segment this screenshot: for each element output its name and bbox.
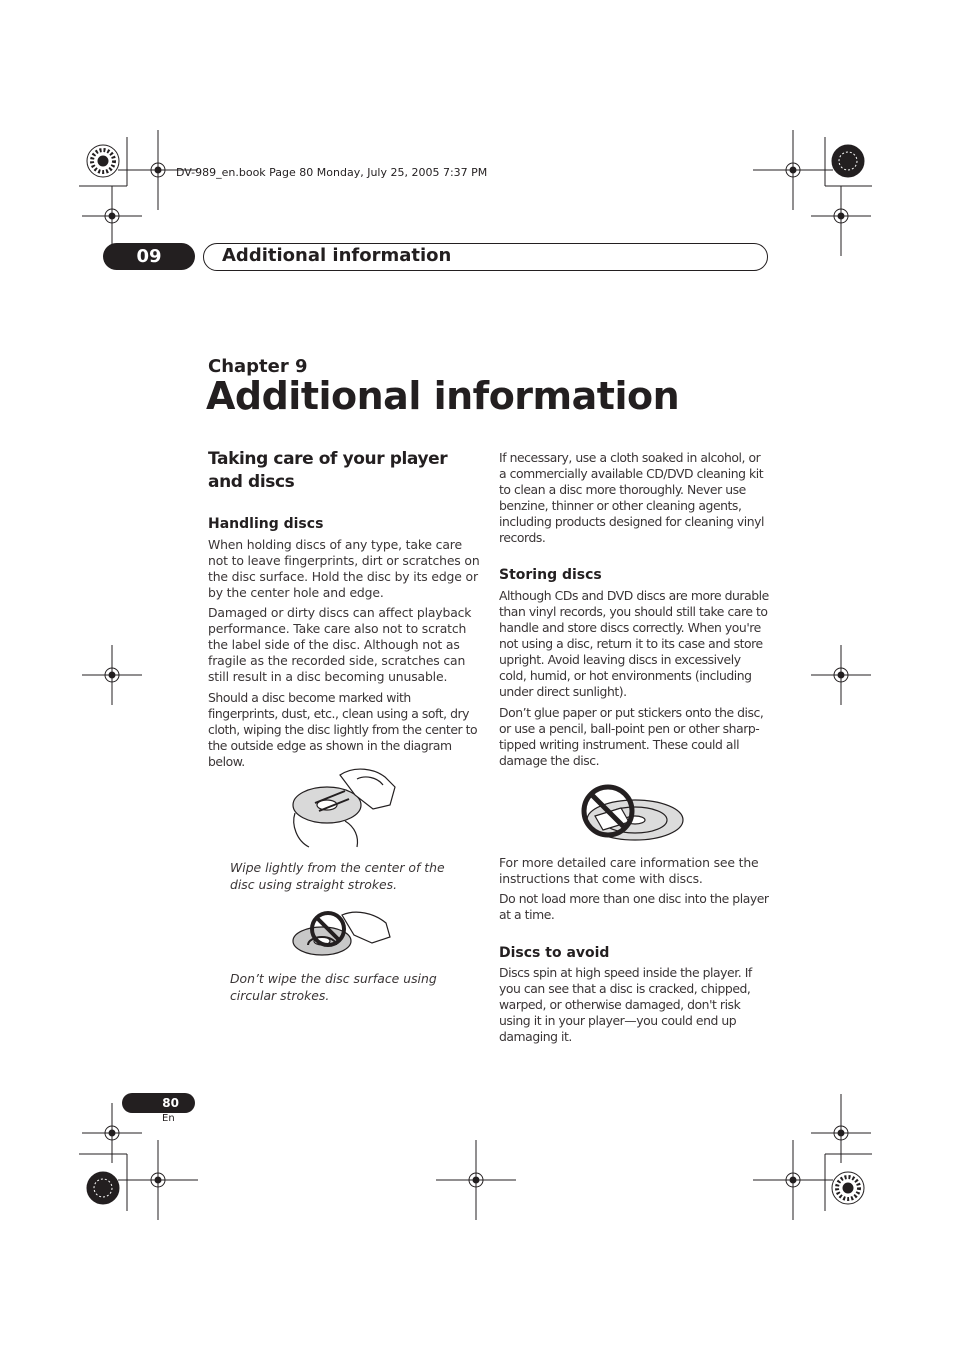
crosshair-registration-icon — [82, 186, 142, 246]
page-number: 80 — [122, 1093, 195, 1113]
disc-wipe-circular-prohibited-icon — [290, 905, 395, 960]
chapter-tab-title: Additional information — [222, 245, 452, 266]
storing-discs-heading: Storing discs — [499, 567, 602, 583]
chapter-number-tab: 09 — [103, 243, 195, 270]
crosshair-registration-icon — [753, 1140, 833, 1220]
section-title: Taking care of your player and discs — [208, 449, 448, 492]
cleaning-paragraph: If necessary, use a cloth soaked in alcohol, or a commercially available CD/DVD cleaning kit to clean a disc more thoroughly. Never use benzine, thinner or other cleaning agents, including products designed for cleaning vinyl records. — [499, 450, 765, 545]
crosshair-registration-icon — [118, 1140, 198, 1220]
page-title: Additional information — [206, 374, 680, 418]
crosshair-registration-icon — [436, 1140, 516, 1220]
storing-paragraph-4: Do not load more than one disc into the player at a time. — [499, 891, 769, 922]
handling-discs-heading: Handling discs — [208, 516, 324, 532]
registration-mark-icon — [832, 1172, 864, 1204]
handling-paragraph-3: Should a disc become marked with fingerprints, dust, etc., clean using a soft, dry cloth, wiping the disc lightly from the center to the outside edge as shown in the diagram below. — [208, 690, 478, 769]
registration-mark-icon — [832, 145, 864, 177]
handling-paragraph-1: When holding discs of any type, take care not to leave fingerprints, dirt or scratches on the disc surface. Hold the disc by its edge or by the center hole and edge. — [208, 537, 480, 600]
chapter-label: Chapter 9 — [208, 356, 308, 377]
print-header: DV-989_en.book Page 80 Monday, July 25, 2005 7:37 PM — [176, 166, 488, 179]
discs-to-avoid-heading: Discs to avoid — [499, 945, 610, 961]
crosshair-registration-icon — [811, 186, 871, 246]
registration-mark-icon — [87, 145, 119, 177]
caption-straight-strokes: Wipe lightly from the center of the disc using straight strokes. — [230, 860, 445, 892]
crosshair-registration-icon — [753, 130, 833, 210]
disc-wipe-straight-icon — [285, 765, 400, 850]
crosshair-registration-icon — [82, 645, 142, 705]
discs-to-avoid-paragraph: Discs spin at high speed inside the player. If you can see that a disc is cracked, chipped, warped, or otherwise damaged, don't risk using it in your player—you could end up damaging it. — [499, 965, 752, 1044]
disc-sticker-prohibited-icon — [575, 780, 690, 846]
handling-paragraph-2: Damaged or dirty discs can affect playback performance. Take care also not to scratch the label side of the disc. Although not as fragile as the recorded side, scratches can still result in a disc becoming unusable. — [208, 605, 472, 684]
page-language: En — [162, 1113, 175, 1124]
caption-circular-strokes: Don’t wipe the disc surface using circular strokes. — [230, 971, 437, 1003]
storing-paragraph-1: Although CDs and DVD discs are more durable than vinyl records, you should still take care to handle and store discs correctly. When you're not using a disc, return it to its case and store upright. Avoid leaving discs in excessively cold, humid, or hot environments (including under direct sunlight). — [499, 588, 769, 699]
registration-mark-icon — [87, 1172, 119, 1204]
crosshair-registration-icon — [811, 645, 871, 705]
storing-paragraph-2: Don’t glue paper or put stickers onto the disc, or use a pencil, ball-point pen or other sharp-tipped writing instrument. These could all damage the disc. — [499, 705, 764, 768]
storing-paragraph-3: For more detailed care information see the instructions that come with discs. — [499, 855, 759, 886]
